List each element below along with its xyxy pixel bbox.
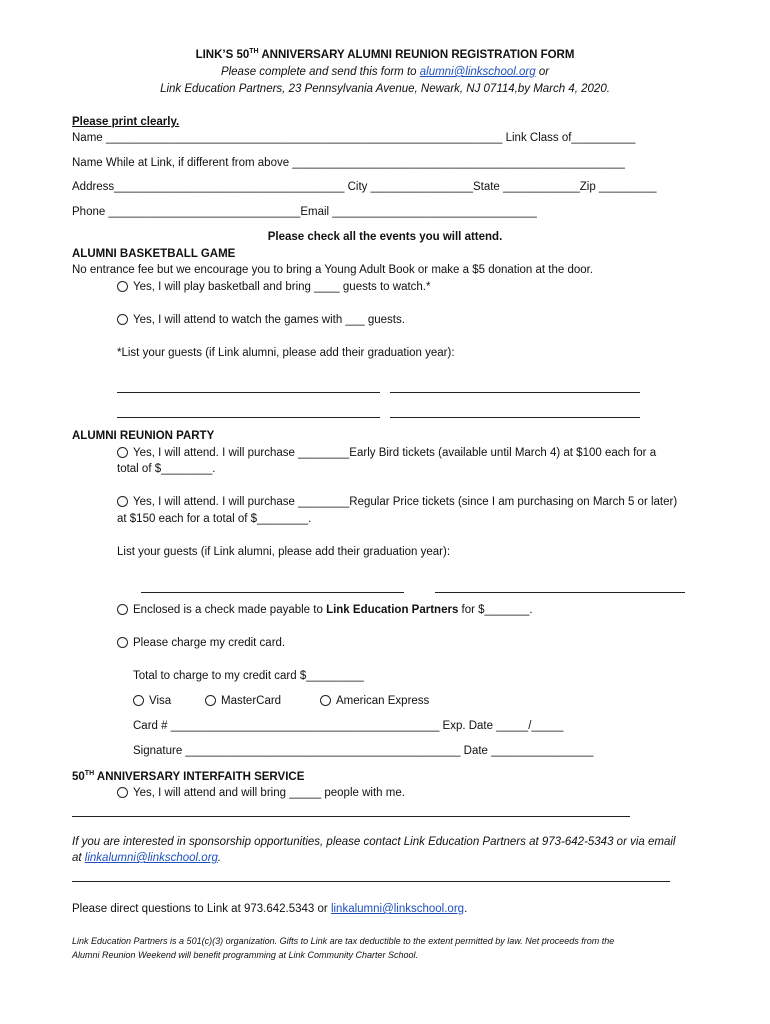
divider (72, 816, 630, 817)
basketball-watch-option[interactable]: Yes, I will attend to watch the games with ___ guests. (117, 314, 405, 326)
interfaith-heading: 50TH ANNIVERSARY INTERFAITH SERVICE (72, 770, 305, 783)
regular-price-total[interactable]: at $150 each for a total of $________. (117, 513, 312, 525)
questions-email-link[interactable]: linkalumni@linkschool.org (330, 903, 465, 915)
guest-line[interactable] (435, 592, 685, 593)
guest-line[interactable] (390, 392, 640, 393)
radio-icon[interactable] (320, 695, 331, 706)
basketball-guests-note: *List your guests (if Link alumni, please add their graduation year): (117, 347, 455, 359)
footer-note: Link Education Partners is a 501(c)(3) organization. Gifts to Link are tax deductible to the extent permitted by law. Net proceeds from the (72, 936, 615, 946)
party-guests-note: List your guests (if Link alumni, please add their graduation year): (117, 546, 451, 558)
signature-field[interactable]: Signature ___________________________________________ Date ________________ (133, 745, 594, 757)
address-field[interactable]: Address____________________________________ City ________________State ____________Zip _________ (72, 181, 657, 193)
radio-icon[interactable] (117, 447, 128, 458)
questions-text: Please direct questions to Link at 973.642.5343 or linkalumni@linkschool.org. (72, 903, 468, 915)
guest-line[interactable] (390, 417, 640, 418)
print-clearly-note: Please print clearly. (72, 116, 180, 128)
card-number-field[interactable]: Card # __________________________________________ Exp. Date _____/_____ (133, 720, 564, 732)
radio-icon[interactable] (117, 604, 128, 615)
guest-line[interactable] (117, 392, 380, 393)
guest-line[interactable] (117, 417, 380, 418)
basketball-note: No entrance fee but we encourage you to bring a Young Adult Book or make a $5 donation at the door. (72, 264, 594, 276)
phone-email-field[interactable]: Phone ______________________________Email ________________________________ (72, 206, 537, 218)
early-bird-total[interactable]: total of $________. (117, 463, 216, 475)
name-while-field[interactable]: Name While at Link, if different from above ____________________________________________________ (72, 157, 625, 169)
visa-option[interactable]: Visa (133, 695, 171, 707)
radio-icon[interactable] (117, 787, 128, 798)
basketball-play-option[interactable]: Yes, I will play basketball and bring ____ guests to watch.* (117, 281, 430, 293)
form-title: LINK’S 50TH ANNIVERSARY ALUMNI REUNION REGISTRATION FORM (195, 48, 575, 61)
send-instructions: Please complete and send this form to alumni@linkschool.org or (220, 66, 550, 78)
name-field[interactable]: Name ______________________________________________________________ Link Class of__________ (72, 132, 636, 144)
radio-icon[interactable] (117, 496, 128, 507)
regular-price-option[interactable]: Yes, I will attend. I will purchase ________Regular Price tickets (since I am purchasing on March 5 or later) (117, 496, 677, 508)
sponsorship-email-link[interactable]: linkalumni@linkschool.org (84, 852, 218, 864)
radio-icon[interactable] (205, 695, 216, 706)
radio-icon[interactable] (133, 695, 144, 706)
sponsorship-contact: at linkalumni@linkschool.org. (72, 852, 222, 864)
basketball-heading: ALUMNI BASKETBALL GAME (72, 248, 236, 260)
guest-line[interactable] (141, 592, 404, 593)
radio-icon[interactable] (117, 637, 128, 648)
radio-icon[interactable] (117, 314, 128, 325)
amex-option[interactable]: American Express (320, 695, 429, 707)
mastercard-option[interactable]: MasterCard (205, 695, 281, 707)
interfaith-option[interactable]: Yes, I will attend and will bring _____ people with me. (117, 787, 405, 799)
credit-total-field[interactable]: Total to charge to my credit card $_________ (133, 670, 364, 682)
alumni-email-link[interactable]: alumni@linkschool.org (419, 66, 536, 78)
credit-card-option[interactable]: Please charge my credit card. (117, 637, 285, 649)
early-bird-option[interactable]: Yes, I will attend. I will purchase ________Early Bird tickets (available until March 4) at $100 each for a (117, 447, 656, 459)
radio-icon[interactable] (117, 281, 128, 292)
check-events-note: Please check all the events you will attend. (267, 231, 503, 243)
check-payment-option[interactable]: Enclosed is a check made payable to Link Education Partners for $_______. (117, 604, 533, 616)
mailing-address: Link Education Partners, 23 Pennsylvania Avenue, Newark, NJ 07114,by March 4, 2020. (160, 83, 610, 95)
divider (72, 881, 670, 882)
footer-note-2: Alumni Reunion Weekend will benefit programming at Link Community Charter School. (72, 950, 418, 960)
sponsorship-text: If you are interested in sponsorship opportunities, please contact Link Education Partners at 973-642-5343 or via email (72, 836, 676, 848)
party-heading: ALUMNI REUNION PARTY (72, 430, 215, 442)
